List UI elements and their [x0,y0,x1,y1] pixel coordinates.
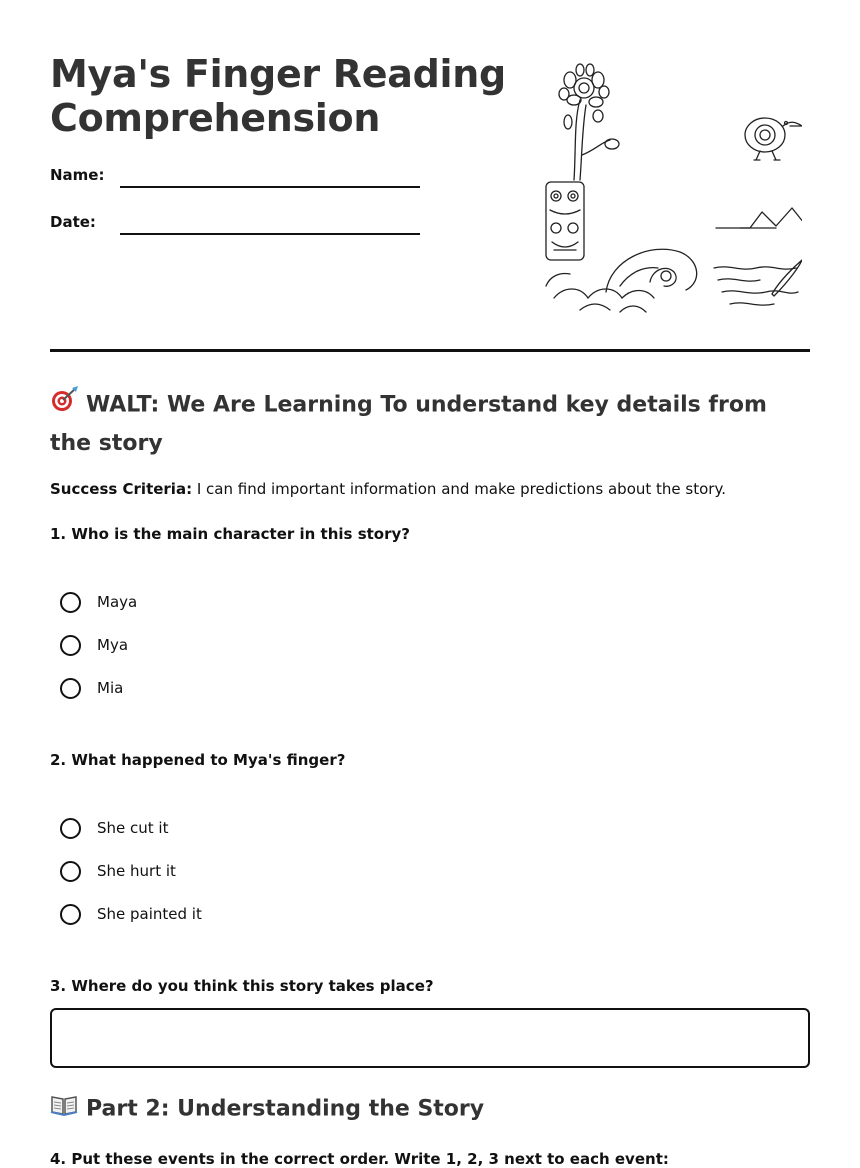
radio-circle-icon[interactable] [60,861,81,882]
radio-circle-icon[interactable] [60,678,81,699]
date-label: Date: [50,213,96,231]
name-label: Name: [50,166,105,184]
part2-title: Part 2: Understanding the Story [86,1096,485,1122]
q3-answer-box[interactable] [50,1008,810,1068]
option-label: She painted it [97,905,202,923]
shell-spiral-icon [546,249,697,312]
name-field [50,166,104,184]
option-label: Mya [97,636,129,654]
question-3: 3. Where do you think this story takes place? [50,977,434,995]
kiwi-bird-icon [745,118,802,160]
question-1: 1. Who is the main character in this story? [50,525,410,543]
radio-circle-icon[interactable] [60,592,81,613]
success-criteria-text: I can find important information and make predictions about the story. [192,480,726,498]
radio-circle-icon[interactable] [60,818,81,839]
illustration [540,60,802,320]
section-divider [50,349,810,352]
part2-heading [50,1094,484,1125]
q2-option-painted[interactable] [60,901,202,927]
date-field [50,213,96,231]
q1-option-maya[interactable] [60,589,137,615]
radio-circle-icon[interactable] [60,635,81,656]
option-label: She hurt it [97,862,176,880]
walt-heading [50,386,790,463]
date-line[interactable] [120,233,420,235]
waves-icon [714,267,798,305]
target-dart-icon [50,386,80,425]
radio-circle-icon[interactable] [60,904,81,925]
page-title: Mya's Finger Reading Comprehension [50,52,506,140]
name-line[interactable] [120,186,420,188]
q2-option-hurt[interactable] [60,858,176,884]
option-label: Mia [97,679,124,697]
q1-option-mia[interactable] [60,675,123,701]
walt-text: WALT: We Are Learning To understand key details from the story [50,392,767,456]
success-criteria [50,480,726,498]
flower-plant-icon [559,64,619,180]
q2-option-cut[interactable] [60,815,168,841]
open-book-icon [50,1094,78,1125]
worksheet-page [50,0,810,1168]
success-criteria-label: Success Criteria: [50,480,193,498]
q1-option-mya[interactable] [60,632,128,658]
question-4: 4. Put these events in the correct order. Write 1, 2, 3 next to each event: [50,1150,669,1168]
option-label: Maya [97,593,138,611]
option-label: She cut it [97,819,169,837]
question-2: 2. What happened to Mya's finger? [50,751,346,769]
mountains-icon [716,208,802,228]
carved-pou-icon [546,182,584,260]
